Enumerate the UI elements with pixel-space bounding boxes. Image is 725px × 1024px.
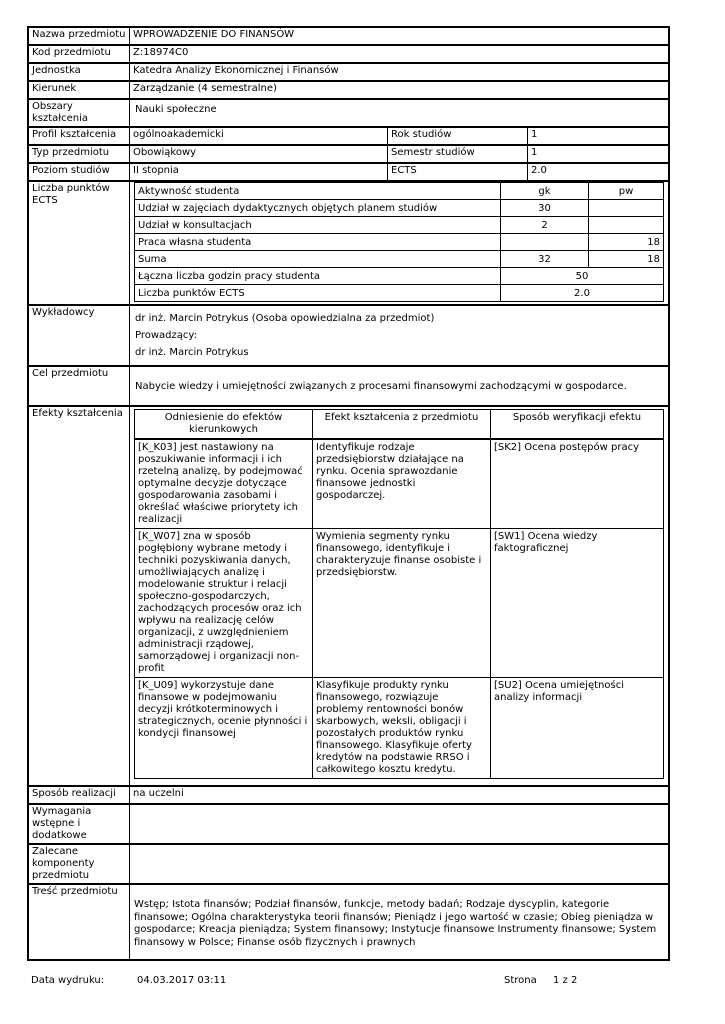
ects-table <box>134 182 664 302</box>
course-code: Z:18974C0 <box>130 45 670 63</box>
ects-header-row <box>135 183 664 200</box>
ects-total-points: 2.0 <box>501 285 664 302</box>
areas-label: Obszary kształcenia <box>28 99 130 127</box>
year-value: 1 <box>528 128 669 144</box>
row-realization <box>28 786 669 804</box>
row-profile <box>28 127 669 145</box>
realization-label: Sposób realizacji <box>28 786 130 804</box>
page-number: 1 z 2 <box>553 975 578 986</box>
outcome-row: [K_K03] jest nastawiony na poszukiwanie informacji i ich rzetelną analizę, by podejmować optymalne decyzje dotyczące gospodarowania zasobami i określać właściwe priorytety ich realizacji Identyfikuje rodzaje przedsiębiorstw działające na rynku. Ocenia sprawozdanie finansowe jednostki gospodarczej. [SK2] Ocena postępów pracy <box>135 439 664 529</box>
year-label: Rok studiów <box>388 128 528 144</box>
recommended-value <box>130 844 670 884</box>
field-label: Kierunek <box>28 81 130 99</box>
content-text: Wstęp; Istota finansów; Podział finansów, funkcje, metody badań; Rodzaje dyscyplin, kategorie finansowe; Ogólna charakterystyka teorii finansów; Pieniądz i jego wartość w czasie; Obieg pieniądza w gospodarce; Kreacja pieniądza; System finansowy; Instytucje finansowe Instrumenty finansowe; System finansowy w Polsce; Finanse osób fizycznych i prawnych <box>130 884 670 960</box>
outcomes-header-ref: Odniesienie do efektów kierunkowych <box>135 410 313 440</box>
type-value: Obowiąkowy <box>130 146 388 162</box>
course-code-label: Kod przedmiotu <box>28 45 130 63</box>
row-areas <box>28 99 669 127</box>
row-type <box>28 145 669 163</box>
ects-total-hours-row <box>135 268 664 285</box>
print-date-label: Data wydruku: <box>31 975 105 986</box>
ects-header-gk: gk <box>501 183 589 200</box>
row-level <box>28 163 669 181</box>
ects-points-label: Liczba punktów ECTS <box>28 181 130 305</box>
goal-label: Cel przedmiotu <box>28 366 130 406</box>
row-course-name <box>28 27 669 45</box>
ects-total-points-row <box>135 285 664 302</box>
course-syllabus <box>27 26 670 961</box>
content-label: Treść przedmiotu <box>28 884 130 960</box>
ects-row-sum: Suma 32 18 <box>135 251 664 268</box>
row-unit <box>28 63 669 81</box>
row-field <box>28 81 669 99</box>
course-name-label: Nazwa przedmiotu <box>28 27 130 45</box>
row-outcomes <box>28 406 669 786</box>
syllabus-table <box>27 26 670 961</box>
page-label: Strona <box>504 975 537 986</box>
level-value: II stopnia <box>130 164 388 180</box>
lecturer-name: dr inż. Marcin Potrykus <box>135 347 249 358</box>
outcome-row: [K_W07] zna w sposób pogłębiony wybrane metody i techniki pozyskiwania danych, umożliwiających analizę i modelowanie struktur i relacji społeczno-gospodarczych, zachodzących procesów oraz ich wpływu na realizację celów organizacji, z uwzględnieniem administracji rządowej, samorządowej i organizacji non-profit Wymienia segmenty rynku finansowego, identyfikuje i charakteryzuje finanse osobiste i przedsiębiorstw. [SW1] Ocena wiedzy faktograficznej <box>135 529 664 678</box>
row-prerequisites <box>28 804 669 844</box>
prerequisites-value <box>130 804 670 844</box>
ects-total-points-label: Liczba punktów ECTS <box>135 285 501 302</box>
goal-text: Nabycie wiedzy i umiejętności związanych z procesami finansowymi zachodzącymi w gospodarce. <box>130 366 670 406</box>
outcomes-header-verify: Sposób weryfikacji efektu <box>491 410 664 440</box>
ects-total-hours: 50 <box>501 268 664 285</box>
outcomes-header-row <box>135 410 664 440</box>
type-label: Typ przedmiotu <box>28 145 130 163</box>
print-date: 04.03.2017 03:11 <box>137 975 227 986</box>
profile-label: Profil kształcenia <box>28 127 130 145</box>
ects-row: Praca własna studenta 18 <box>135 234 664 251</box>
ects-value: 2.0 <box>528 164 669 180</box>
lecturers-label: Wykładowcy <box>28 305 130 366</box>
areas-value: Nauki społeczne <box>130 99 670 127</box>
recommended-label: Zalecane komponenty przedmiotu <box>28 844 130 884</box>
unit-label: Jednostka <box>28 63 130 81</box>
semester-label: Semestr studiów <box>388 146 528 162</box>
lecturers-subheading: Prowadzący: <box>135 330 197 341</box>
ects-label: ECTS <box>388 164 528 180</box>
field-value: Zarządzanie (4 semestralne) <box>130 81 670 99</box>
ects-row: Udział w konsultacjach 2 <box>135 217 664 234</box>
semester-value: 1 <box>528 146 669 162</box>
outcomes-header-effect: Efekt kształcenia z przedmiotu <box>313 410 491 440</box>
unit-value: Katedra Analizy Ekonomicznej i Finansów <box>130 63 670 81</box>
ects-header-activity: Aktywność studenta <box>135 183 501 200</box>
row-course-code <box>28 45 669 63</box>
row-goal <box>28 366 669 406</box>
prerequisites-label: Wymagania wstępne i dodatkowe <box>28 804 130 844</box>
row-lecturers <box>28 305 669 366</box>
row-content <box>28 884 669 960</box>
outcome-row: [K_U09] wykorzystuje dane finansowe w podejmowaniu decyzji krótkoterminowych i strategicznych, ocenie płynności i kondycji finansowej Klasyfikuje produkty rynku finansowego, rozwiązuje problemy rentowności bonów skarbowych, weksli, obligacji i pozostałych produktów rynku finansowego. Klasyfikuje oferty kredytów na podstawie RRSO i całkowitego kosztu kredytu. [SU2] Ocena umiejętności analizy informacji <box>135 678 664 779</box>
outcomes-label: Efekty kształcenia <box>28 406 130 786</box>
lecturer-responsible: dr inż. Marcin Potrykus (Osoba opowiedzialna za przedmiot) <box>135 313 435 324</box>
course-name: WPROWADZENIE DO FINANSÓW <box>130 27 670 45</box>
ects-row: Udział w zajęciach dydaktycznych objętych planem studiów 30 <box>135 200 664 217</box>
realization-value: na uczelni <box>130 786 670 804</box>
ects-total-hours-label: Łączna liczba godzin pracy studenta <box>135 268 501 285</box>
row-ects-points <box>28 181 669 305</box>
level-label: Poziom studiów <box>28 163 130 181</box>
ects-header-pw: pw <box>589 183 664 200</box>
row-recommended <box>28 844 669 884</box>
outcomes-table <box>134 409 664 779</box>
profile-value: ogólnoakademicki <box>130 128 388 144</box>
